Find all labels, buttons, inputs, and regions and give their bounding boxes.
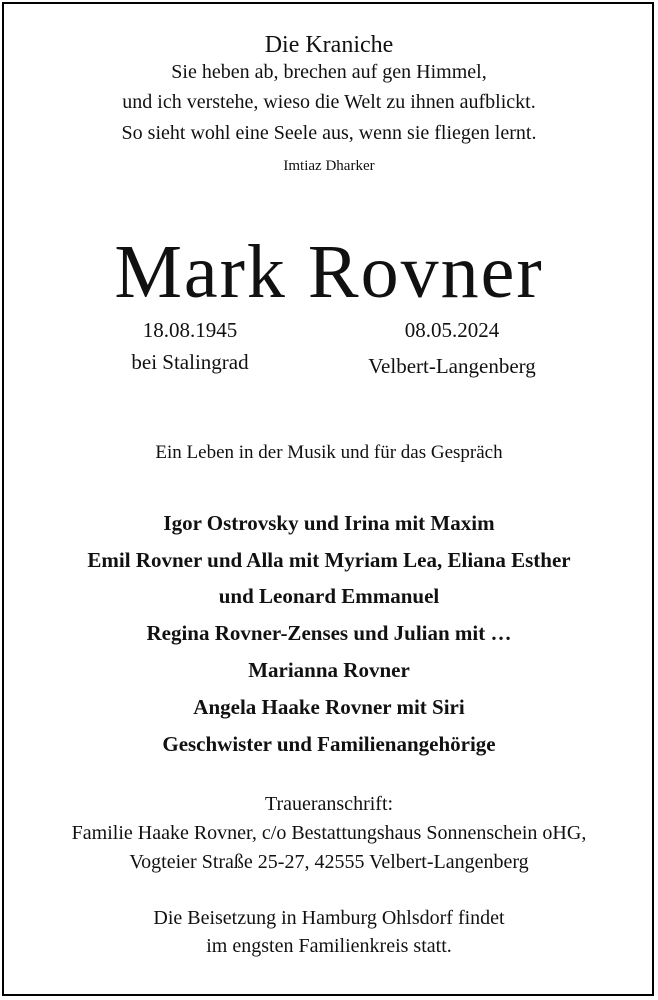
- death-info: [352, 314, 552, 382]
- poem-line: und ich verstehe, wieso die Welt zu ihnen aufblickt.: [122, 91, 536, 113]
- address-line: Vogteier Straße 25-27, 42555 Velbert-Langenberg: [129, 851, 529, 873]
- poem-title: Die Kraniche: [264, 32, 394, 58]
- poem-author: Imtiaz Dharker: [283, 158, 375, 174]
- poem-line: So sieht wohl eine Seele aus, wenn sie fliegen lernt.: [121, 122, 537, 144]
- birth-date: 18.08.1945: [142, 318, 238, 342]
- deceased-name: Mark Rovner: [114, 230, 544, 314]
- address-line: Familie Haake Rovner, c/o Bestattungshaus Sonnenschein oHG,: [71, 822, 587, 844]
- birth-place: bei Stalingrad: [131, 350, 249, 374]
- mourner-line: Angela Haake Rovner mit Siri: [193, 695, 465, 719]
- poem-line: Sie heben ab, brechen auf gen Himmel,: [171, 61, 487, 83]
- mourner-line: Geschwister und Familienangehörige: [162, 732, 496, 756]
- death-place: Velbert-Langenberg: [368, 354, 536, 378]
- mourner-line: Marianna Rovner: [248, 658, 410, 682]
- mourner-line: Regina Rovner-Zenses und Julian mit …: [146, 621, 512, 645]
- address-label: Traueranschrift:: [264, 793, 394, 815]
- mourner-line: Igor Ostrovsky und Irina mit Maxim: [163, 511, 495, 535]
- burial-note: im engsten Familienkreis statt.: [206, 935, 452, 957]
- mourner-line: Emil Rovner und Alla mit Myriam Lea, Eliana Esther: [87, 548, 571, 572]
- mourner-line: und Leonard Emmanuel: [218, 584, 440, 608]
- birth-info: [100, 314, 280, 378]
- burial-note: Die Beisetzung in Hamburg Ohlsdorf findet: [153, 907, 505, 929]
- death-date: 08.05.2024: [404, 318, 500, 342]
- life-motto: Ein Leben in der Musik und für das Gespräch: [155, 442, 503, 463]
- notice-border: [2, 2, 654, 996]
